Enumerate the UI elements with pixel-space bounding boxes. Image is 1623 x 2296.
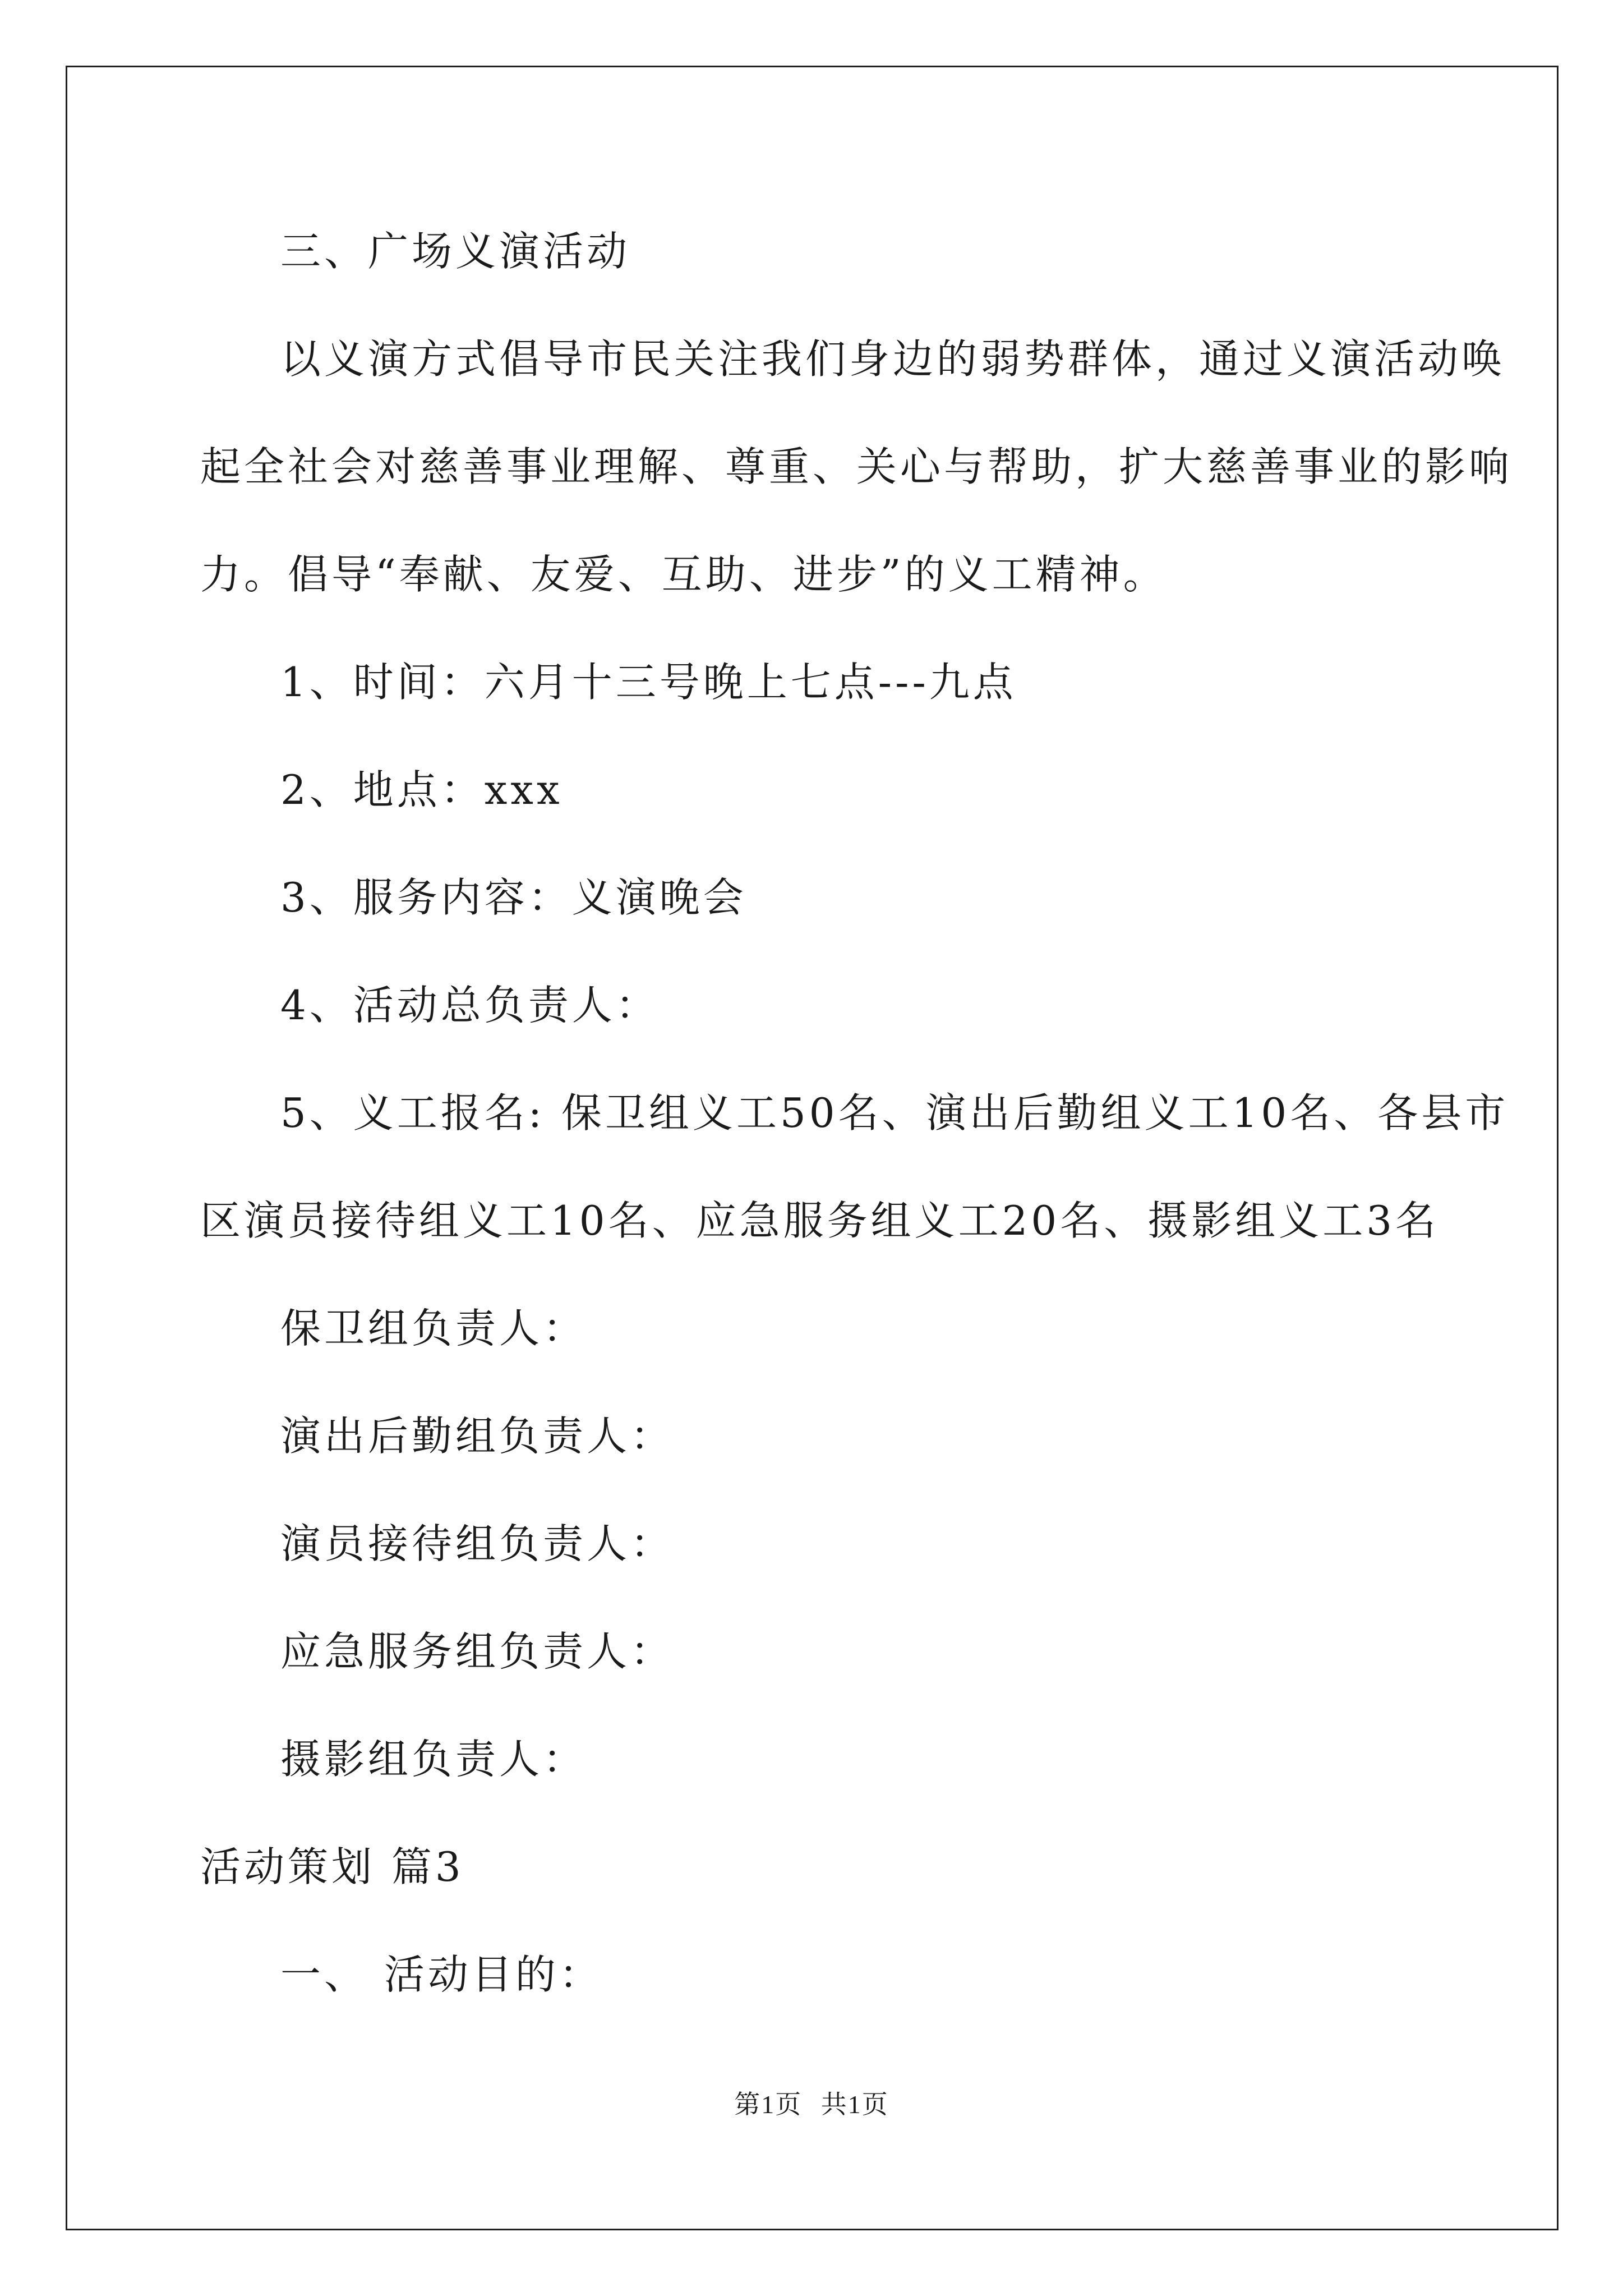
page-total: 共1页 <box>820 2090 889 2119</box>
list-item: 3、服务内容：义演晚会 <box>280 874 747 921</box>
list-item: 5、义工报名: 保卫组义工50名、演出后勤组义工10名、各县市 <box>280 1089 1509 1137</box>
section-heading: 三、广场义演活动 <box>280 228 631 275</box>
list-item: 4、活动总负责人： <box>280 982 660 1029</box>
list-item: 1、时间：六月十三号晚上七点---九点 <box>280 659 1017 706</box>
paragraph-line: 力。倡导“奉献、友爱、互助、进步”的义工精神。 <box>200 551 1167 598</box>
page-footer <box>0 2084 1623 2121</box>
field-label: 保卫组负责人： <box>280 1305 587 1352</box>
field-label: 应急服务组负责人： <box>280 1628 675 1675</box>
field-label: 演员接待组负责人： <box>280 1520 675 1567</box>
list-item: 2、地点：xxx <box>280 766 563 813</box>
section-heading: 一、 活动目的： <box>280 1951 603 1998</box>
paragraph-line: 以义演方式倡导市民关注我们身边的弱势群体，通过义演活动唤 <box>280 335 1506 383</box>
paragraph-line: 起全社会对慈善事业理解、尊重、关心与帮助，扩大慈善事业的影响 <box>200 443 1513 490</box>
page-border <box>66 66 1559 2230</box>
chapter-heading: 活动策划 篇3 <box>200 1843 464 1890</box>
field-label: 演出后勤组负责人： <box>280 1412 675 1460</box>
field-label: 摄影组负责人： <box>280 1736 587 1783</box>
page-number: 第1页 <box>734 2090 803 2119</box>
paragraph-line: 区演员接待组义工10名、应急服务组义工20名、摄影组义工3名 <box>200 1197 1440 1244</box>
